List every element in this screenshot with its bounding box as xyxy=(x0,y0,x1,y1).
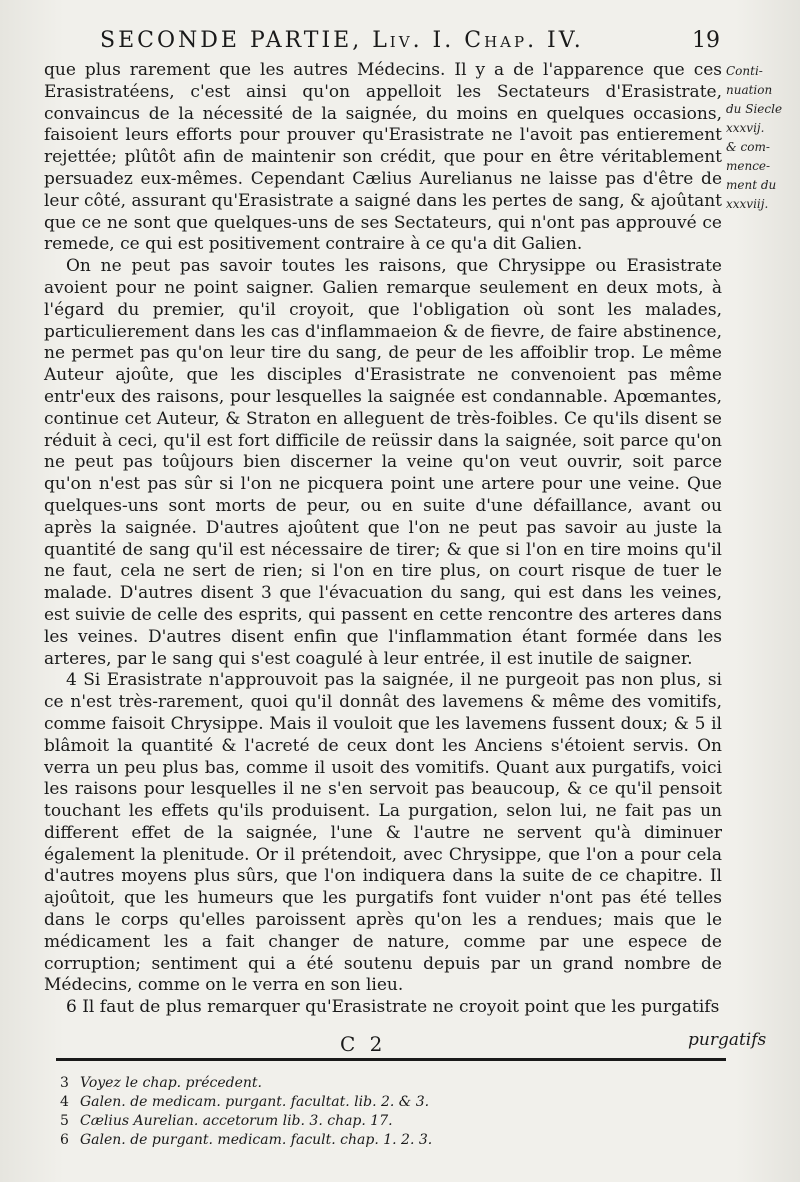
body-text xyxy=(44,60,722,1019)
footnote-number: 6 xyxy=(60,1132,69,1148)
paragraph: que plus rarement que les autres Médecins. Il y a de l'apparence que ces Erasistratéens, c'est ainsi qu'on appelloit les Sectateurs d'Erasistrate, convaincus de la nécessité de la saignée, du moins en quelques occasions, faisoient leurs efforts pour prouver qu'Erasistrate ne l'avoit pas entierement rejettée; plûtôt afin de maintenir son crédit, que pour en être véritablement persuadez eux-mêmes. Cependant Cælius Aurelianus ne laisse pas d'être de leur côté, assurant qu'Erasistrate a saigné dans les pertes de sang, & ajoûtant que ce ne sont que quelques-uns de ses Sectateurs, qui n'ont pas approuvé ce remede, ce qui est positivement contraire à ce qu'a dit Galien. xyxy=(44,60,722,255)
footnote xyxy=(60,1074,720,1093)
margin-note-line: & com- xyxy=(726,140,770,154)
footnote-number: 3 xyxy=(60,1075,69,1091)
footnote xyxy=(60,1093,720,1112)
margin-note-line: du Siecle xyxy=(726,102,783,116)
footnote-text: Galen. de medicam. purgant. facultat. lib. 2. & 3. xyxy=(80,1094,430,1110)
footnote-number: 4 xyxy=(60,1094,69,1110)
paragraph: On ne peut pas savoir toutes les raisons, que Chrysippe ou Erasistrate avoient pour ne point saigner. Galien remarque seulement en deux mots, à l'égard du premier, qu'il croyoit, que l'obligation où sont les malades, particulierement dans les cas d'inflammaeion & de fievre, de faire abstinence, ne permet pas qu'on leur tire du sang, de peur de les affoiblir trop. Le même Auteur ajoûte, que les disciples d'Erasistrate ne convenoient pas même entr'eux des raisons, pour lesquelles la saignée est condannable. Apœmantes, continue cet Auteur, & Straton en alleguent de très-foibles. Ce qu'ils disent se réduit à ceci, qu'il est fort difficile de reüssir dans la saignée, soit parce qu'on ne peut pas toûjours bien discerner la veine qu'on veut ouvrir, soit parce qu'on n'est pas sûr si l'on ne picquera point une artere pour une veine. Que quelques-uns sont morts de peur, ou en suite d'une défaillance, avant ou après la saignée. D'autres ajoûtent que l'on ne peut pas savoir au juste la quantité de sang qu'il est nécessaire de tirer; & que si l'on en tire moins qu'il ne faut, cela ne sert de rien; si l'on en tire plus, on court risque de tuer le malade. D'autres disent 3 que l'évacuation du sang, qui est dans les veines, est suivie de celle des esprits, qui passent en cette rencontre des arteres dans les veines. D'autres disent enfin que l'inflammation étant formée dans les arteres, par le sang qui s'est coagulé à leur entrée, il est inutile de saigner. xyxy=(44,256,722,669)
footnote-text: Cælius Aurelian. accetorum lib. 3. chap. 17. xyxy=(80,1113,393,1129)
footnote-text: Galen. de purgant. medicam. facult. chap. 1. 2. 3. xyxy=(80,1132,433,1148)
footnote-number: 5 xyxy=(60,1113,69,1129)
paragraph: 6 Il faut de plus remarquer qu'Erasistrate ne croyoit point que les purgatifs xyxy=(66,997,720,1018)
page-number: 19 xyxy=(692,28,720,53)
margin-note-line: xxxvij. xyxy=(726,121,765,135)
footnote-text: Voyez le chap. précedent. xyxy=(80,1075,262,1091)
margin-note-line: mence- xyxy=(726,159,771,173)
catchword: purgatifs xyxy=(688,1030,767,1050)
margin-note-line: nuation xyxy=(726,83,773,97)
running-title: SECONDE PARTIE, Liv. I. Chap. IV. xyxy=(100,28,584,53)
signature-mark: C 2 xyxy=(340,1032,387,1056)
margin-note-line: ment du xyxy=(726,178,777,192)
running-header xyxy=(100,28,720,53)
paragraph: 4 Si Erasistrate n'approuvoit pas la saignée, il ne purgeoit pas non plus, si ce n'est très-rarement, quoi qu'il donnât des lavemens & même des vomitifs, comme faisoit Chrysippe. Mais il vouloit que les lavemens fussent doux; & 5 il blâmoit la quantité & l'acreté de ceux dont les Anciens s'étoient servis. On verra un peu plus bas, comme il usoit des vomitifs. Quant aux purgatifs, voici les raisons pour lesquelles il ne s'en servoit pas beaucoup, & ce qu'il pensoit touchant les effets qu'ils produisent. La purgation, selon lui, ne fait pas un different effet de la saignée, l'une & l'autre ne servent qu'à diminuer également la plenitude. Or il prétendoit, avec Chrysippe, que l'on a pour cela d'autres moyens plus sûrs, que l'on indiquera dans la suite de ce chapitre. Il ajoûtoit, que les humeurs que les purgatifs font vuider n'ont pas été telles dans le corps qu'elles paroissent après qu'on les a rendues; mais que le médicament les a fait changer de nature, comme par une espece de corruption; sentiment qui a été soutenu depuis par un grand nombre de Médecins, comme on le verra en son lieu. xyxy=(44,670,722,996)
margin-note-line: Conti- xyxy=(726,64,763,78)
footnote-rule xyxy=(56,1058,726,1061)
footnote xyxy=(60,1112,720,1131)
footnote xyxy=(60,1131,720,1150)
footnotes xyxy=(60,1074,720,1150)
margin-note-line: xxxviij. xyxy=(726,197,769,211)
margin-note xyxy=(726,62,798,214)
